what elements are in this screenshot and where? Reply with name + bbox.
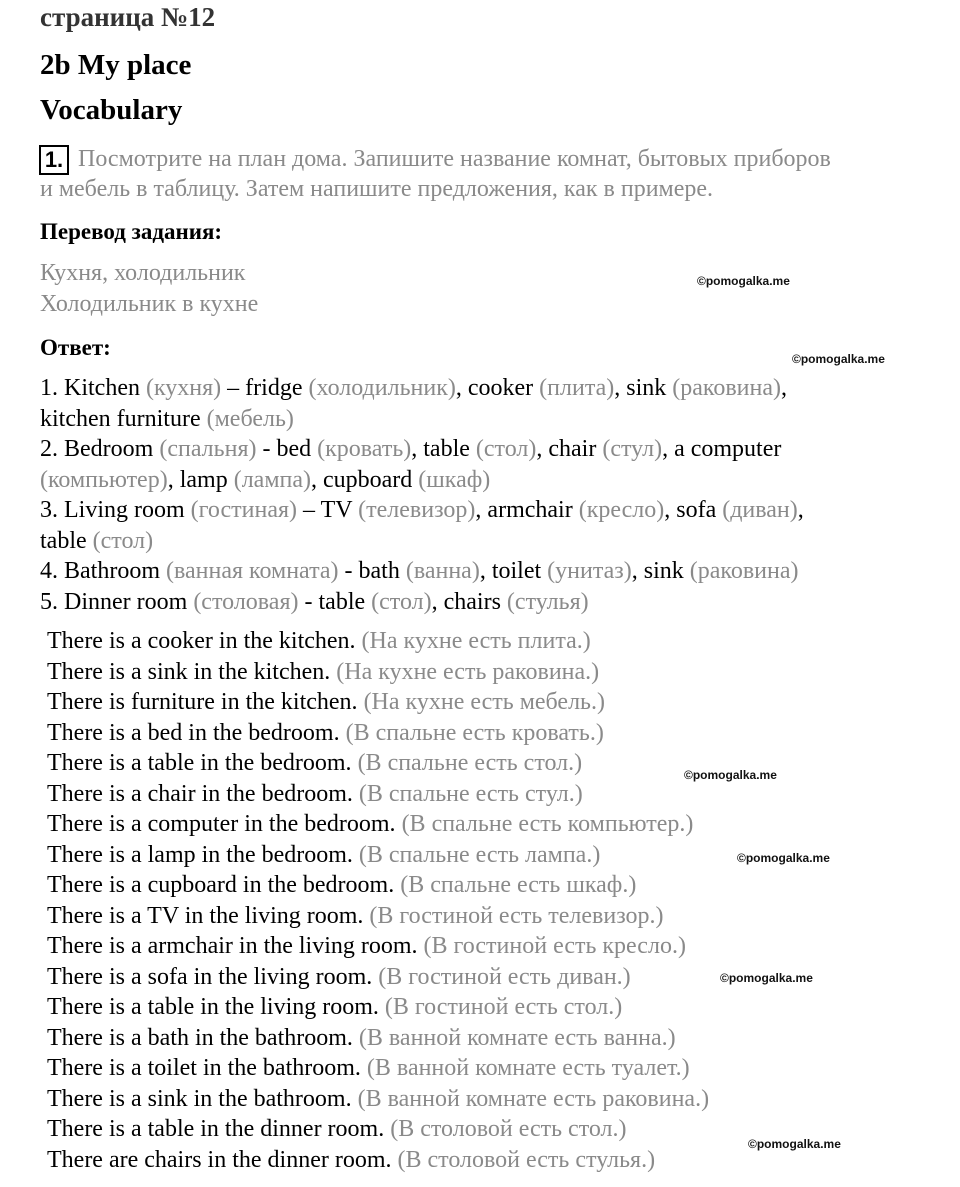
answer-translation: (стол) xyxy=(371,588,432,615)
answer-text: 5. Dinner room xyxy=(40,588,194,615)
sentence-translation: (В ванной комнате есть раковина.) xyxy=(357,1085,710,1112)
answer-text: , a computer xyxy=(662,436,782,462)
sentence-english: There is a lamp in the bedroom. xyxy=(47,841,353,868)
sentence-line xyxy=(47,870,709,901)
answer-translation: (раковина) xyxy=(672,375,782,401)
answer-translation: (стул) xyxy=(602,436,663,462)
answer-translation: (спальня) xyxy=(159,436,257,462)
sentence-english: There is a armchair in the living room. xyxy=(47,933,418,959)
answer-text: – fridge xyxy=(221,375,309,401)
answer-translation: (ванная комната) xyxy=(166,558,339,584)
answer-translation: (стулья) xyxy=(506,588,589,615)
answer-heading: Ответ: xyxy=(40,335,111,360)
sentence-english: There is a sink in the bathroom. xyxy=(47,1085,352,1112)
sentence-line xyxy=(47,718,709,749)
sentence-translation: (В спальне есть стол.) xyxy=(357,750,583,776)
sentence-english: There is a TV in the living room. xyxy=(47,902,364,929)
unit-title: 2b My place xyxy=(40,49,192,81)
task-line-2: и мебель в таблицу. Затем напишите предложения, как в примере. xyxy=(40,176,714,202)
sentence-translation: (В спальне есть лампа.) xyxy=(358,841,601,868)
answer-text: , sofa xyxy=(664,497,723,523)
answer-text: , xyxy=(781,375,788,401)
answer-text: 2. Bedroom xyxy=(40,436,160,462)
answer-translation: (плита) xyxy=(539,375,615,401)
answer-text: , chair xyxy=(536,436,603,462)
watermark: ©pomogalka.me xyxy=(792,352,885,366)
answer-line xyxy=(40,465,940,496)
answer-translation: (стол) xyxy=(92,527,154,554)
sentence-line xyxy=(47,779,709,810)
watermark: ©pomogalka.me xyxy=(748,1137,841,1151)
sentence-english: There is a table in the living room. xyxy=(47,994,379,1020)
answer-translation: (унитаз) xyxy=(547,558,632,584)
sentence-line xyxy=(47,992,709,1023)
sentence-line xyxy=(47,1084,709,1115)
answer-line xyxy=(40,373,940,404)
sentence-english: There is a bath in the bathroom. xyxy=(47,1024,353,1051)
answer-text: – TV xyxy=(297,497,359,523)
sentence-line xyxy=(47,1145,709,1176)
answer-line xyxy=(40,556,940,587)
answer-translation: (кухня) xyxy=(145,375,222,401)
sentence-translation: (В гостиной есть стол.) xyxy=(384,994,623,1020)
page-label: страница №12 xyxy=(40,2,216,32)
answer-translation: (компьютер) xyxy=(40,466,168,493)
answer-translation: (ванна) xyxy=(405,558,480,584)
sentence-translation: (В ванной комнате есть туалет.) xyxy=(366,1055,690,1081)
sentence-english: There is a table in the dinner room. xyxy=(47,1116,385,1142)
task-number-badge: 1. xyxy=(39,145,69,175)
answer-text: , xyxy=(797,497,804,523)
answer-line xyxy=(40,526,940,557)
watermark: ©pomogalka.me xyxy=(684,768,777,782)
answer-translation: (кровать) xyxy=(317,436,412,462)
sentence-line xyxy=(47,1114,709,1145)
translation-line-1: Кухня, холодильник xyxy=(40,260,246,286)
translation-heading: Перевод задания: xyxy=(40,219,223,244)
watermark: ©pomogalka.me xyxy=(720,971,813,985)
sentence-line xyxy=(47,840,709,871)
sentence-line xyxy=(47,1053,709,1084)
sentence-translation: (В ванной комнате есть ванна.) xyxy=(358,1024,676,1051)
answer-text: - bed xyxy=(256,436,318,462)
answer-translation: (раковина) xyxy=(689,558,799,584)
answer-text: kitchen furniture xyxy=(40,405,207,432)
sentence-line xyxy=(47,962,709,993)
sentence-list xyxy=(47,626,709,1175)
answer-translation: (столовая) xyxy=(193,588,299,615)
sentence-line xyxy=(47,687,709,718)
answer-text: , chairs xyxy=(431,588,507,615)
answer-line xyxy=(40,587,940,618)
sentence-english: There is a sofa in the living room. xyxy=(47,963,373,990)
sentence-line xyxy=(47,931,709,962)
answer-line xyxy=(40,495,940,526)
answer-text: 1. Kitchen xyxy=(40,375,146,401)
sentence-line xyxy=(47,1023,709,1054)
sentence-translation: (В столовой есть стол.) xyxy=(390,1116,627,1142)
answer-line xyxy=(40,404,940,435)
answer-translation: (мебель) xyxy=(206,405,294,432)
sentence-line xyxy=(47,657,709,688)
answer-translation: (стол) xyxy=(475,436,537,462)
answer-translation: (холодильник) xyxy=(308,375,456,401)
answer-text: , armchair xyxy=(475,497,579,523)
answer-text: , sink xyxy=(631,558,690,584)
sentence-english: There is a cupboard in the bedroom. xyxy=(47,872,395,898)
answer-text: table xyxy=(40,527,93,554)
answer-translation: (лампа) xyxy=(233,466,311,493)
sentence-english: There is a computer in the bedroom. xyxy=(47,811,396,837)
sentence-translation: (На кухне есть плита.) xyxy=(361,628,591,654)
watermark: ©pomogalka.me xyxy=(737,851,830,865)
sentence-english: There is a table in the bedroom. xyxy=(47,750,352,776)
sentence-translation: (В гостиной есть телевизор.) xyxy=(369,902,664,929)
answer-translation: (телевизор) xyxy=(358,497,476,523)
section-title: Vocabulary xyxy=(40,94,183,126)
sentence-english: There is furniture in the kitchen. xyxy=(47,689,358,715)
sentence-line xyxy=(47,901,709,932)
answer-text: , toilet xyxy=(479,558,548,584)
sentence-translation: (В спальне есть кровать.) xyxy=(345,719,604,746)
answer-text: , sink xyxy=(614,375,673,401)
sentence-english: There is a cooker in the kitchen. xyxy=(47,628,356,654)
answer-line xyxy=(40,434,940,465)
answer-text: - table xyxy=(298,588,372,615)
answer-text: , cupboard xyxy=(311,466,419,493)
answer-text: , cooker xyxy=(455,375,540,401)
answer-list xyxy=(40,373,940,617)
answer-translation: (шкаф) xyxy=(418,466,491,493)
sentence-english: There is a sink in the kitchen. xyxy=(47,658,331,685)
answer-text: 4. Bathroom xyxy=(40,558,166,584)
sentence-english: There is a toilet in the bathroom. xyxy=(47,1055,361,1081)
sentence-translation: (В спальне есть шкаф.) xyxy=(400,872,637,898)
translation-line-2: Холодильник в кухне xyxy=(40,291,259,317)
sentence-line xyxy=(47,626,709,657)
answer-translation: (гостиная) xyxy=(190,497,298,523)
sentence-translation: (В столовой есть стулья.) xyxy=(397,1146,656,1173)
sentence-translation: (В гостиной есть кресло.) xyxy=(423,933,686,959)
sentence-translation: (В спальне есть компьютер.) xyxy=(401,811,694,837)
sentence-line xyxy=(47,748,709,779)
task-instruction xyxy=(40,144,940,204)
sentence-translation: (На кухне есть мебель.) xyxy=(363,689,605,715)
sentence-translation: (На кухне есть раковина.) xyxy=(336,658,600,685)
sentence-line xyxy=(47,809,709,840)
task-line-1: Посмотрите на план дома. Запишите название комнат, бытовых приборов xyxy=(78,146,831,172)
answer-text: 3. Living room xyxy=(40,497,191,523)
answer-text: , table xyxy=(411,436,476,462)
answer-text: , lamp xyxy=(167,466,234,493)
sentence-translation: (В гостиной есть диван.) xyxy=(378,963,631,990)
sentence-english: There are chairs in the dinner room. xyxy=(47,1146,392,1173)
sentence-english: There is a chair in the bedroom. xyxy=(47,780,353,807)
sentence-english: There is a bed in the bedroom. xyxy=(47,719,340,746)
sentence-translation: (В спальне есть стул.) xyxy=(358,780,583,807)
watermark: ©pomogalka.me xyxy=(697,274,790,288)
answer-translation: (кресло) xyxy=(578,497,665,523)
answer-text: - bath xyxy=(338,558,406,584)
answer-translation: (диван) xyxy=(722,497,798,523)
